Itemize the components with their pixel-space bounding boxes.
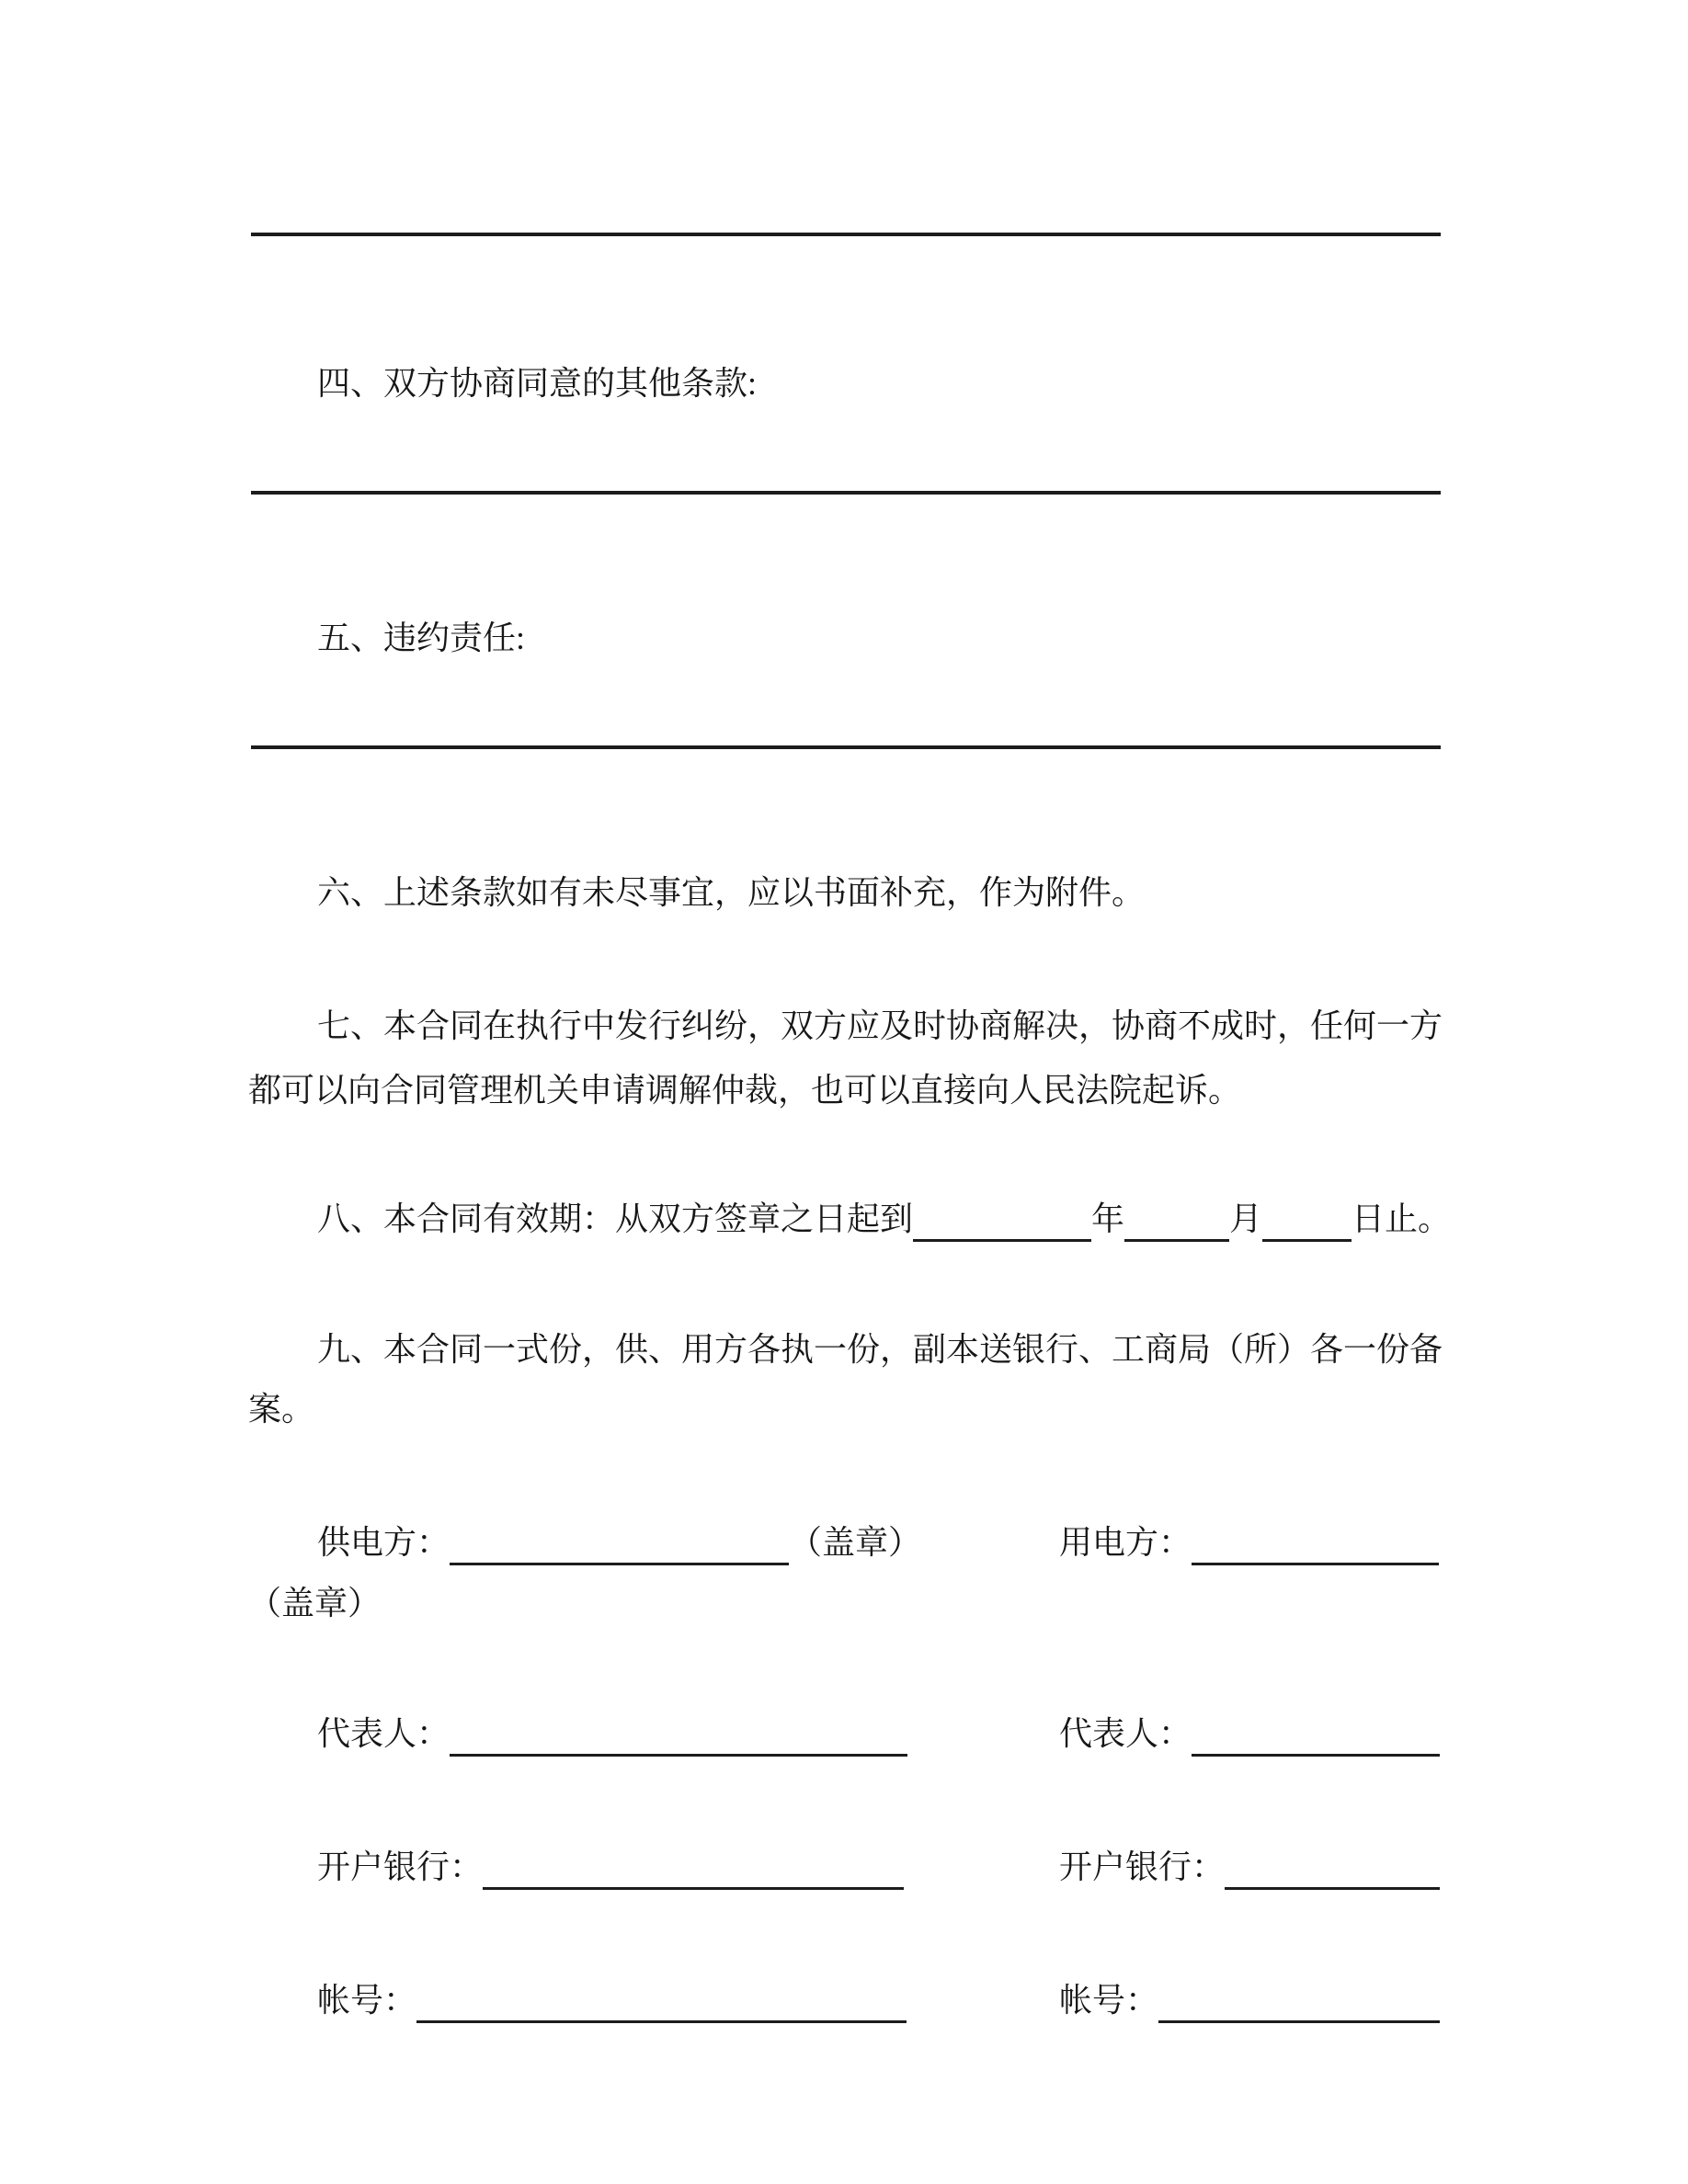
clause-4-heading: 四、双方协商同意的其他条款: <box>317 365 758 402</box>
clause-8-end-label: 日止。 <box>1352 1200 1452 1237</box>
clause-8-prefix: 八、本合同有效期：从双方签章之日起到 <box>317 1200 914 1237</box>
supplier-signature-row <box>317 1519 921 1565</box>
consumer-label: 用电方： <box>1059 1524 1192 1561</box>
account-label-right: 帐号： <box>1059 1982 1159 2019</box>
account-row-left <box>317 1977 907 2023</box>
account-row-right <box>1059 1977 1440 2023</box>
clause-9-text-line1: 九、本合同一式份，供、用方各执一份，副本送银行、工商局（所）各一份备 <box>317 1331 1443 1368</box>
fill-in-line-clause-5 <box>251 745 1441 749</box>
clause-6-text: 六、上述条款如有未尽事宜，应以书面补充，作为附件。 <box>317 874 1146 911</box>
clause-8-month-label: 月 <box>1229 1200 1263 1237</box>
blank-day-field <box>1262 1202 1352 1242</box>
blank-representative-left-field <box>450 1717 907 1757</box>
blank-bank-left-field <box>483 1850 904 1890</box>
account-label-left: 帐号： <box>317 1982 417 2019</box>
bank-label-right: 开户银行： <box>1059 1848 1226 1885</box>
blank-supplier-name-field <box>450 1526 789 1565</box>
blank-account-left-field <box>416 1984 907 2023</box>
clause-8-text <box>317 1196 1451 1242</box>
blank-consumer-name-field <box>1192 1526 1439 1565</box>
bank-label-left: 开户银行： <box>317 1848 484 1885</box>
bank-row-left <box>317 1844 904 1890</box>
clause-5-heading: 五、违约责任: <box>317 620 526 656</box>
blank-month-field <box>1124 1202 1229 1242</box>
clause-8-year-label: 年 <box>1091 1200 1125 1237</box>
supplier-label: 供电方： <box>317 1524 451 1561</box>
clause-7-text-line2: 都可以向合同管理机关申请调解仲裁，也可以直接向人民法院起诉。 <box>248 1072 1242 1109</box>
consumer-signature-row <box>1059 1519 1439 1565</box>
representative-label-left: 代表人： <box>317 1715 451 1752</box>
blank-representative-right-field <box>1192 1717 1440 1757</box>
clause-9-text-line2: 案。 <box>248 1391 315 1428</box>
consumer-seal-label: （盖章） <box>248 1585 382 1621</box>
representative-label-right: 代表人： <box>1059 1715 1192 1752</box>
clause-7-text-line1: 七、本合同在执行中发行纠纷，双方应及时协商解决，协商不成时，任何一方 <box>317 1007 1443 1044</box>
bank-row-right <box>1059 1844 1440 1890</box>
fill-in-line-clause-4 <box>251 491 1441 495</box>
blank-account-right-field <box>1158 1984 1440 2023</box>
supplier-seal-label: （盖章） <box>789 1524 922 1561</box>
blank-bank-right-field <box>1225 1850 1440 1890</box>
representative-row-right <box>1059 1711 1440 1757</box>
fill-in-line-top <box>251 233 1441 236</box>
representative-row-left <box>317 1711 907 1757</box>
blank-year-field <box>913 1202 1091 1242</box>
